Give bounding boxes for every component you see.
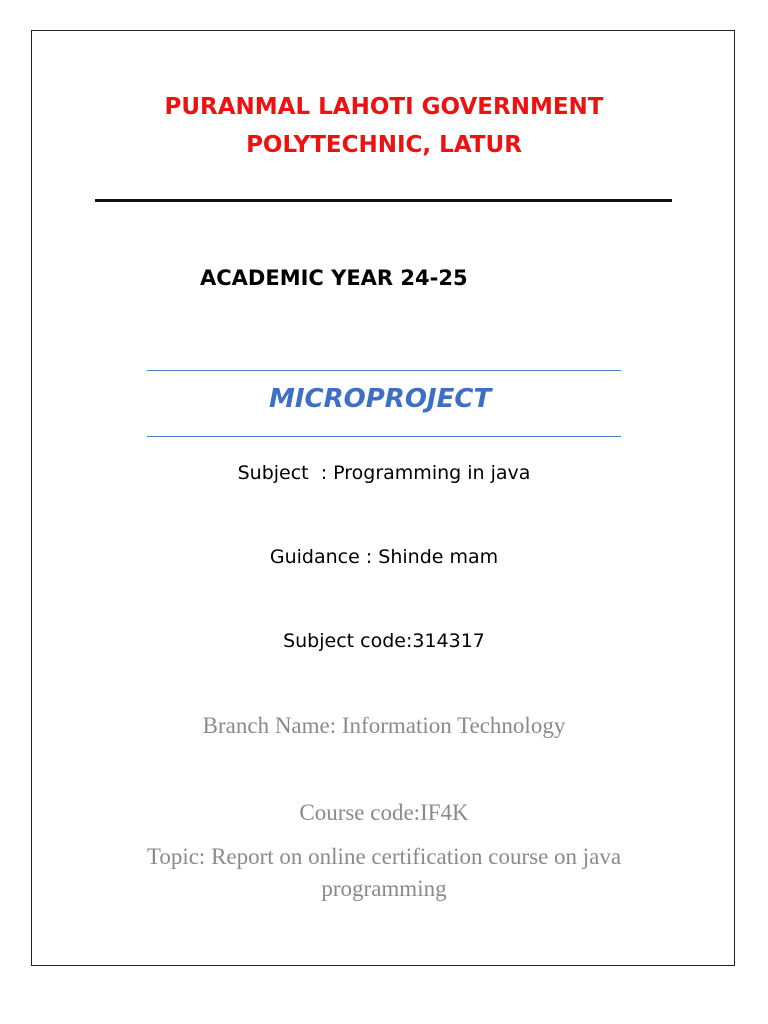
- topic-line-1: Topic: Report on online certification course on java: [146, 844, 622, 869]
- subject-code-line: Subject code:314317: [283, 630, 485, 652]
- college-name: [0, 88, 768, 164]
- title-rule-bottom: [147, 436, 621, 437]
- topic-line-2: programming: [321, 876, 447, 901]
- branch-name-line: Branch Name: Information Technology: [202, 713, 566, 738]
- subject-line: Subject : Programming in java: [237, 462, 531, 484]
- guidance-line: Guidance : Shinde mam: [269, 546, 499, 568]
- title-rule-top: [147, 370, 621, 371]
- header-divider: [95, 199, 672, 202]
- course-code-line: Course code:IF4K: [299, 800, 469, 825]
- topic-block: [0, 841, 768, 905]
- college-name-line-1: PURANMAL LAHOTI GOVERNMENT: [164, 94, 604, 120]
- academic-year: ACADEMIC YEAR 24-25: [200, 266, 468, 290]
- college-name-line-2: POLYTECHNIC, LATUR: [246, 132, 522, 158]
- document-type-title: MICROPROJECT: [269, 384, 492, 414]
